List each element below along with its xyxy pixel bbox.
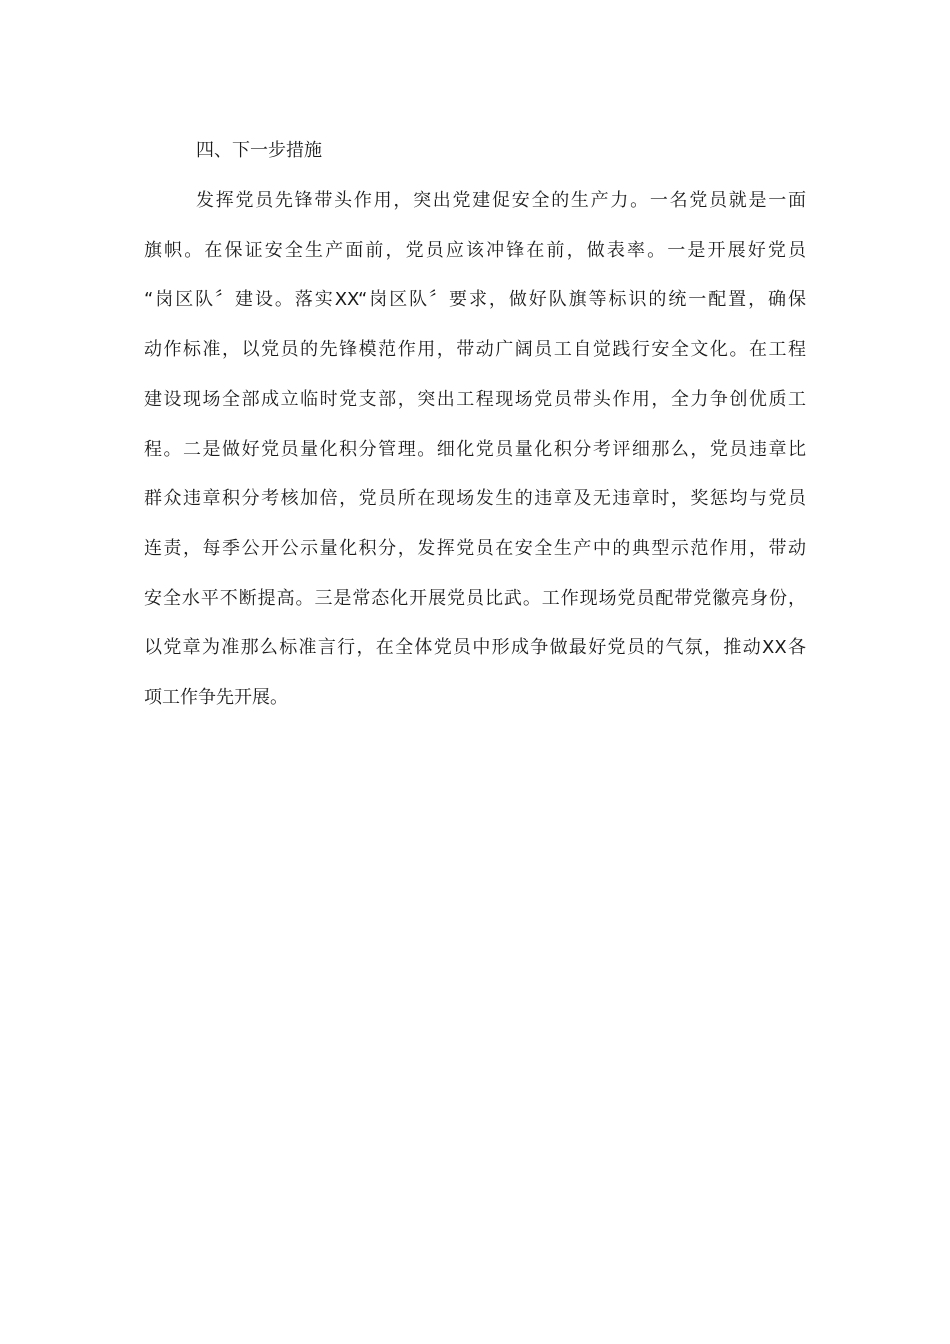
paragraph-line: 动作标准，以党员的先锋模范作用，带动广阔员工自觉践行安全文化。在工程 (144, 339, 806, 361)
paragraph-line: 程。二是做好党员量化积分管理。细化党员量化积分考评细那么，党员违章比 (144, 438, 806, 460)
paragraph-line: “岗区队〞建设。落实XX“岗区队〞要求，做好队旗等标识的统一配置，确保 (144, 289, 806, 311)
paragraph-line: 项工作争先开展。 (144, 687, 288, 709)
paragraph-line: 连责，每季公开公示量化积分，发挥党员在安全生产中的典型示范作用，带动 (144, 537, 806, 559)
document-body (144, 126, 806, 723)
paragraph-line: 旗帜。在保证安全生产面前，党员应该冲锋在前，做表率。一是开展好党员 (144, 239, 806, 261)
paragraph-line: 群众违章积分考核加倍，党员所在现场发生的违章及无违章时，奖惩均与党员 (144, 488, 806, 510)
paragraph-line: 安全水平不断提高。三是常态化开展党员比武。工作现场党员配带党徽亮身份， (144, 587, 806, 609)
paragraph-line: 发挥党员先锋带头作用，突出党建促安全的生产力。一名党员就是一面 (196, 190, 806, 211)
section-paragraph (144, 176, 806, 723)
paragraph-line: 建设现场全部成立临时党支部，突出工程现场党员带头作用，全力争创优质工 (144, 388, 806, 410)
paragraph-line: 以党章为准那么标准言行，在全体党员中形成争做最好党员的气氛，推动XX各 (144, 637, 806, 659)
section-heading: 四、下一步措施 (196, 140, 322, 161)
